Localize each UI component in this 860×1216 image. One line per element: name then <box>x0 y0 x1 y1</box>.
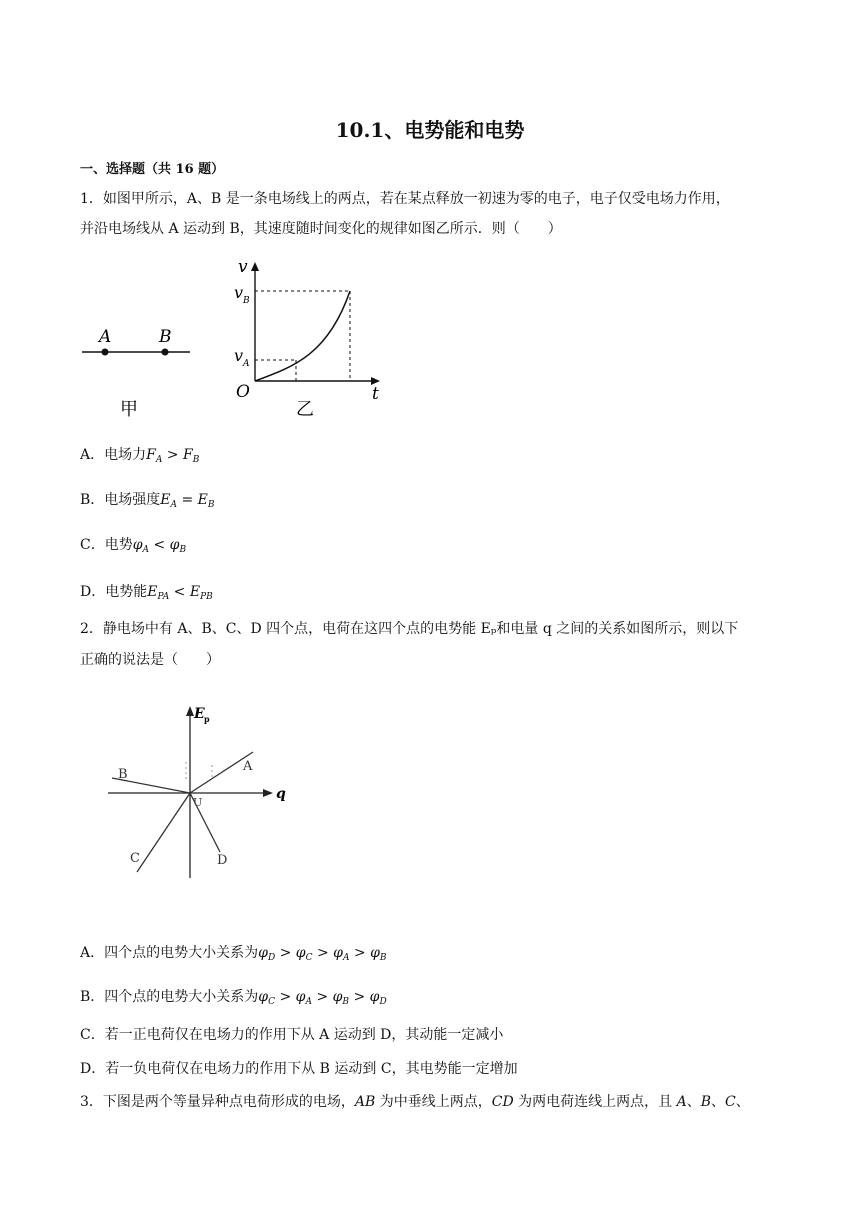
vb-label: v <box>234 283 244 302</box>
q3-math: C <box>725 1094 736 1110</box>
option-math: φ <box>332 989 343 1005</box>
q1-figure-yi <box>234 257 380 420</box>
option-math: F <box>182 447 193 463</box>
q3-math: AB <box>354 1094 376 1110</box>
q1-option-d[interactable] <box>80 581 213 602</box>
option-op: > <box>162 447 183 463</box>
origin-label: O <box>236 382 250 402</box>
label-c: C <box>130 851 140 866</box>
q1-figures <box>78 255 398 425</box>
option-text: B．四个点的电势大小关系为 <box>80 989 259 1005</box>
q2-stem-line2: 正确的说法是（ ） <box>80 652 220 668</box>
q2-option-c[interactable]: C．若一正电荷仅在电场力的作用下从 A 运动到 D，其动能一定减小 <box>80 1027 504 1043</box>
option-op: > <box>349 945 371 961</box>
q1-stem-line2: 并沿电场线从 A 运动到 B，其速度随时间变化的规律如图乙所示．则（ ） <box>80 221 562 237</box>
q3-math: CD <box>491 1094 514 1110</box>
option-math: φ <box>369 989 380 1005</box>
q3-math: A <box>676 1094 687 1110</box>
option-math: E <box>147 584 158 600</box>
option-sub: D <box>379 997 387 1007</box>
option-sub: PA <box>157 592 170 602</box>
label-b: B <box>118 767 128 782</box>
v-label: v <box>238 257 248 277</box>
point-a <box>102 349 109 356</box>
vb-sub: B <box>243 296 250 306</box>
v-axis-arrow <box>251 262 259 271</box>
q3-math: B <box>700 1094 712 1110</box>
option-op: = <box>177 492 198 508</box>
option-math: E <box>197 492 208 508</box>
option-op: > <box>275 989 296 1005</box>
q3-text: 、 <box>735 1094 750 1110</box>
q1-option-a[interactable] <box>80 444 199 465</box>
option-sub: A <box>342 953 350 963</box>
q-axis-arrow <box>263 789 273 797</box>
option-math: E <box>160 492 171 508</box>
option-math: φ <box>370 945 380 961</box>
option-sub: PB <box>200 592 213 602</box>
option-math: E <box>189 584 201 600</box>
option-text: C．电势 <box>80 537 133 553</box>
option-math: φ <box>295 945 306 961</box>
option-sub: A <box>155 455 163 465</box>
va-sub: A <box>243 359 250 369</box>
label-a: A <box>243 759 253 774</box>
option-math: φ <box>258 945 268 961</box>
ep-sub: p <box>204 714 210 724</box>
q2-option-d[interactable]: D．若一负电荷仅在电场力的作用下从 B 运动到 C，其电势能一定增加 <box>80 1061 518 1077</box>
option-sub: A <box>142 545 150 555</box>
option-sub: B <box>342 997 350 1007</box>
option-sub: B <box>379 953 387 963</box>
option-sub: A <box>170 500 178 510</box>
option-text: A．电场力 <box>80 447 147 463</box>
label-d: D <box>217 853 228 868</box>
option-op: > <box>349 989 370 1005</box>
caption-jia: 甲 <box>120 399 138 420</box>
option-math: φ <box>333 945 343 961</box>
option-sub: D <box>267 953 276 963</box>
q1-stem-line1: 1．如图甲所示，A、B 是一条电场线上的两点，若在某点释放一初速为零的电子，电子仅受电场力作用， <box>80 191 730 207</box>
option-math: φ <box>132 537 143 553</box>
section-heading: 一、选择题（共 16 题） <box>80 162 225 177</box>
option-math: F <box>146 447 156 463</box>
velocity-curve <box>255 291 350 381</box>
ep-axis-arrow <box>186 706 194 716</box>
option-op: < <box>149 537 170 553</box>
option-sub: A <box>305 997 312 1007</box>
q1-option-b[interactable] <box>80 489 215 510</box>
option-op: < <box>169 584 190 600</box>
point-b <box>162 349 169 356</box>
label-b: B <box>159 327 172 347</box>
option-text: D．电势能 <box>80 584 148 600</box>
option-sub: B <box>207 500 215 510</box>
option-op: > <box>275 945 296 961</box>
option-sub: B <box>192 455 200 465</box>
q3-text: 、 <box>711 1094 726 1110</box>
q2-figure <box>100 700 300 880</box>
option-op: > <box>312 945 334 961</box>
q2-stem-line1: 2．静电场中有 A、B、C、D 四个点，电荷在这四个点的电势能 Eₚ和电量 q 之间的关系如图所示，则以下 <box>80 621 739 637</box>
q2-option-b[interactable] <box>80 986 387 1007</box>
option-math: φ <box>295 989 306 1005</box>
q3-stem-line1 <box>80 1092 750 1112</box>
q1-option-c[interactable] <box>80 534 186 555</box>
q1-figure-jia <box>82 327 190 420</box>
q2-option-a[interactable] <box>80 942 387 963</box>
line-c <box>137 793 190 872</box>
option-math: φ <box>258 989 269 1005</box>
q-label: q <box>276 786 286 802</box>
caption-yi: 乙 <box>296 399 314 420</box>
q3-text: 为两电荷连线上两点，且 <box>513 1094 677 1110</box>
option-sub: B <box>179 545 187 555</box>
ep-label: E <box>194 706 205 722</box>
q3-text: 3．下图是两个等量异种点电荷形成的电场， <box>80 1094 355 1110</box>
option-text: A．四个点的电势大小关系为 <box>80 945 259 961</box>
q3-text: 为中垂线上两点， <box>375 1094 492 1110</box>
option-sub: C <box>305 953 313 963</box>
t-label: t <box>372 384 379 404</box>
option-text: B．电场强度 <box>80 492 161 508</box>
option-math: φ <box>169 537 180 553</box>
va-label: v <box>234 346 244 365</box>
page-title: 10.1、电势能和电势 <box>335 118 525 142</box>
option-op: > <box>311 989 333 1005</box>
option-sub: C <box>268 997 275 1007</box>
label-a: A <box>99 327 112 347</box>
origin-label: U <box>193 796 203 809</box>
q3-text: 、 <box>686 1094 701 1110</box>
